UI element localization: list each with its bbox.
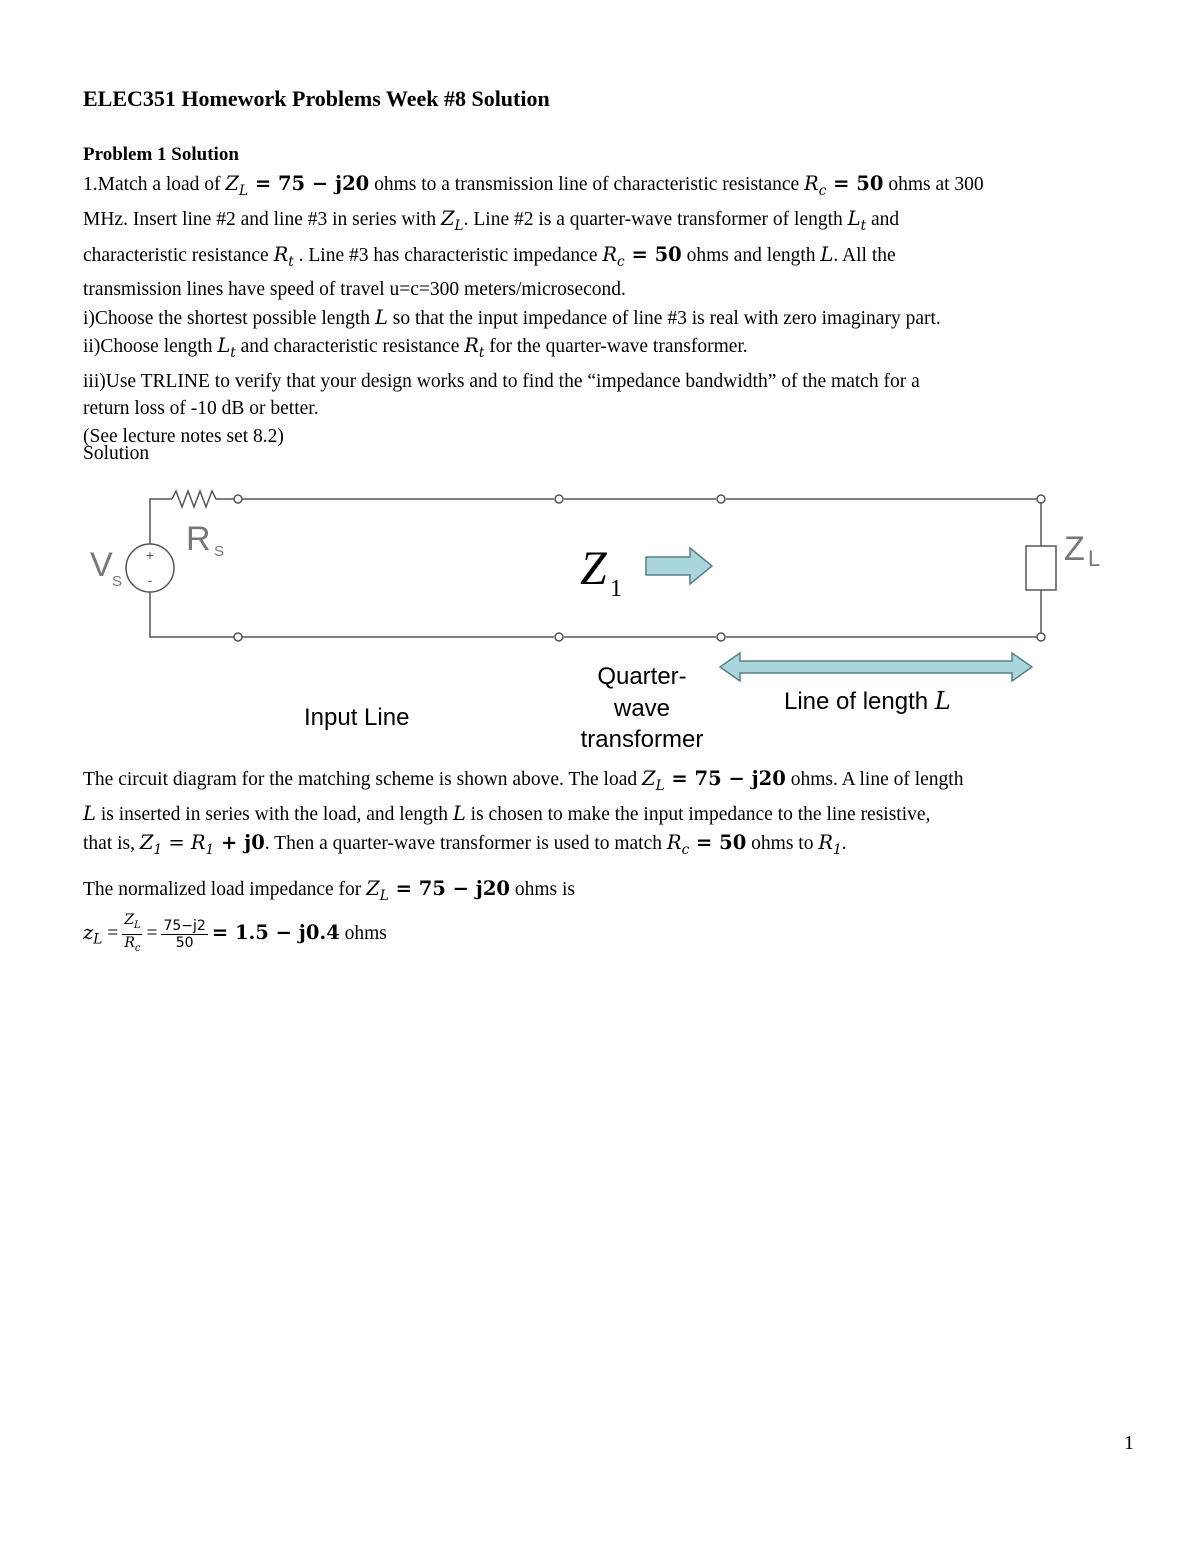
length-label <box>784 687 951 715</box>
double-arrow-icon <box>720 653 1032 681</box>
z1-sub: 1 <box>610 576 622 602</box>
problem-item-i: i)Choose the shortest possible length L so that the input impedance of line #3 is real with zero imaginary part. <box>83 305 941 329</box>
qw-label-3: transformer <box>580 726 704 753</box>
problem-item-iii: iii)Use TRLINE to verify that your design works and to find the “impedance bandwidth” of the match for a <box>83 370 920 392</box>
source-sub: S <box>112 573 123 590</box>
rs-sub: S <box>214 543 225 560</box>
explanation-line-1: The circuit diagram for the matching scheme is shown above. The load $Z_L = 75 - j20$ ohms. A line of length <box>83 767 964 794</box>
source-plus: + <box>145 547 155 563</box>
page-number: 1 <box>1124 1432 1134 1454</box>
circuit-diagram <box>80 478 1120 763</box>
load-resistor <box>1026 546 1056 590</box>
normalized-intro: The normalized load impedance for $Z_L = 75 - j20$ ohms is <box>83 877 575 904</box>
problem-statement <box>83 170 1143 450</box>
explanation-line-2: L is inserted in series with the load, and length L is chosen to make the input impedance to the line resistive, <box>83 802 931 826</box>
zl-label: Z <box>1064 530 1085 568</box>
rs-label: R <box>186 520 211 558</box>
rs-resistor <box>172 491 235 507</box>
fraction-zl-rc: $\frac{Z_L}{R_c}$ <box>124 912 141 954</box>
explanation-line-3: that is, $Z_1 = R_1 + j0$. Then a quarter-wave transformer is used to match $R_c = 50$ ohms to $R_1$. <box>83 830 847 858</box>
problem-heading: Problem 1 Solution <box>83 144 239 165</box>
qw-label-1: Quarter- <box>597 663 687 690</box>
explanation <box>83 765 1143 864</box>
problem-note: (See lecture notes set 8.2) <box>83 425 284 447</box>
z1-label: Z <box>580 542 607 595</box>
terminal <box>555 495 563 503</box>
fraction-values: $\frac{75-j2}{50}$ <box>163 918 206 952</box>
terminal <box>555 633 563 641</box>
input-line-label: Input Line <box>304 704 410 731</box>
problem-line-1: 1.Match a load of $Z_L = 75 - j20$ ohms to a transmission line of characteristic resistance $R_c = 50$ ohms at 300 <box>83 172 984 199</box>
length-label-text: Line of length <box>784 688 935 715</box>
problem-line-2: MHz. Insert line #2 and line #3 in series with $Z_L$. Line #2 is a quarter-wave transformer of length $L_t$ and <box>83 207 900 235</box>
terminal <box>717 495 725 503</box>
terminal <box>1037 495 1045 503</box>
source-label: V <box>90 546 113 584</box>
zl-sub: L <box>1088 546 1101 571</box>
problem-item-iii-cont: return loss of -10 dB or better. <box>83 398 319 420</box>
terminal <box>234 633 242 641</box>
source-minus: - <box>147 572 153 588</box>
terminals <box>234 495 1045 641</box>
problem-line-3: characteristic resistance $R_t$ . Line #3 has characteristic impedance $R_c = 50$ ohms and length L. All the <box>83 242 896 270</box>
document-title: ELEC351 Homework Problems Week #8 Solution <box>83 86 550 111</box>
qw-label-2: wave <box>613 695 671 722</box>
solution-label: Solution <box>83 443 150 464</box>
terminal <box>1037 633 1045 641</box>
length-label-var: L <box>934 687 951 715</box>
problem-item-ii: ii)Choose length $L_t$ and characteristic resistance $R_t$ for the quarter-wave transformer. <box>83 334 748 362</box>
normalized-equation: $z_L$ = $\frac{Z_L}{R_c}$ = $\frac{75-j2}{50}$ = 1.5 − j0.4 ohms <box>83 912 1143 957</box>
terminal <box>717 633 725 641</box>
direction-arrow-icon <box>646 548 712 584</box>
terminal <box>234 495 242 503</box>
normalized-section <box>83 875 1143 957</box>
problem-line-4: transmission lines have speed of travel u=c=300 meters/microsecond. <box>83 279 626 301</box>
